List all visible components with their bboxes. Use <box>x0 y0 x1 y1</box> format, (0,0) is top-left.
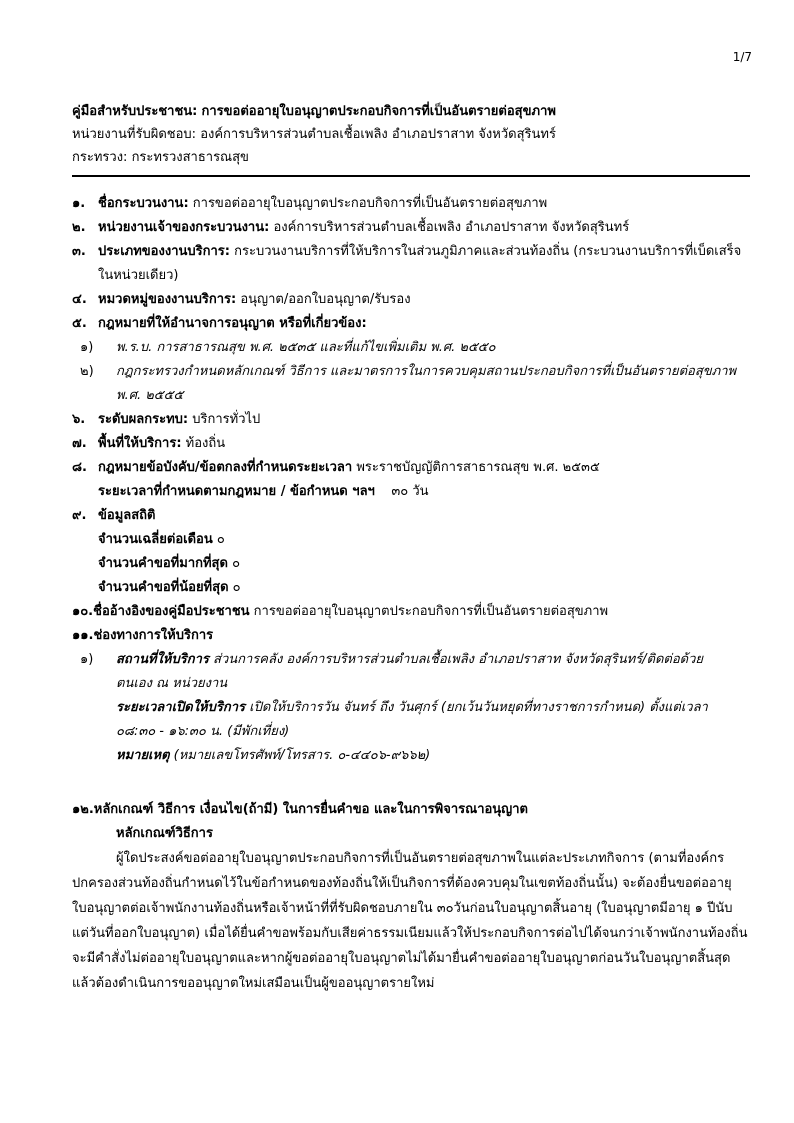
stat-label: จำนวนเฉลี่ยต่อเดือน <box>98 532 213 547</box>
stat-value: ๐ <box>232 580 241 595</box>
item-number: ๗. <box>72 436 87 451</box>
item-number: ๒. <box>72 220 86 235</box>
paragraph-line: ปกครองส่วนท้องถิ่นกำหนดไว้ในข้อกำหนดของท้องถิ่นให้เป็นกิจการที่ต้องควบคุมในเขตท้องถิ่นนั้น) จะต้องยื่นขอต่ออายุ <box>72 876 732 891</box>
place-label: สถานที่ให้บริการ <box>116 652 209 667</box>
item-label: ประเภทของงานบริการ: <box>98 244 230 259</box>
item-label: ระดับผลกระทบ: <box>98 412 189 427</box>
sub-number: ๑) <box>80 652 94 667</box>
stat-row <box>72 576 752 600</box>
criteria-paragraph <box>72 846 752 996</box>
item-label: ข้อมูลสถิติ <box>98 508 156 523</box>
manual-label: คู่มือสำหรับประชาชน: <box>72 104 198 119</box>
sub-number: ๑) <box>80 340 94 355</box>
document-body <box>72 192 752 768</box>
item-label: ชื่ออ้างอิงของคู่มือประชาชน <box>93 604 250 619</box>
item-7 <box>72 432 752 456</box>
item-12 <box>72 798 752 996</box>
ministry-line <box>72 146 752 169</box>
paragraph-line: แต่วันที่ออกใบอนุญาต) เมื่อได้ยื่นคำขอพร้อมกับเสียค่าธรรมเนียมแล้วให้ประกอบกิจการต่อไปได้จนกว่าเจ้าพนักงานท้องถิ่น <box>72 926 748 941</box>
sub-number: ๒) <box>80 364 94 379</box>
ministry-value: กระทรวงสาธารณสุข <box>131 150 249 165</box>
item-11 <box>72 624 752 648</box>
item-label: หมวดหมู่ของงานบริการ: <box>98 292 237 307</box>
item-number: ๓. <box>72 244 86 259</box>
duration-value: ๓๐ วัน <box>391 484 429 499</box>
place-value: ส่วนการคลัง องค์การบริหารส่วนตำบลเชื้อเพลิง อำเภอปราสาท จังหวัดสุรินทร์/ติดต่อด้วย <box>213 652 704 667</box>
service-place-continuation: ตนเอง ณ หน่วยงาน <box>116 676 228 691</box>
item-label: หลักเกณฑ์ วิธีการ เงื่อนไข(ถ้ามี) ในการยื่นคำขอ และในการพิจารณาอนุญาต <box>93 802 529 817</box>
service-place <box>72 648 752 672</box>
sub-text: กฎกระทรวงกำหนดหลักเกณฑ์ วิธีการ และมาตรการในการควบคุมสถานประกอบกิจการที่เป็นอันตรายต่อสุขภาพ <box>116 364 737 379</box>
item-number: ๘. <box>72 460 87 475</box>
agency-label: หน่วยงานที่รับผิดชอบ: <box>72 127 197 142</box>
note-label: หมายเหตุ <box>116 748 170 763</box>
item-10 <box>72 600 752 624</box>
hours-label: ระยะเวลาเปิดให้บริการ <box>116 700 246 715</box>
item-6 <box>72 408 752 432</box>
item-value: บริการทั่วไป <box>192 412 261 427</box>
item-value: องค์การบริหารส่วนตำบลเชื้อเพลิง อำเภอปราสาท จังหวัดสุรินทร์ <box>273 220 630 235</box>
item-label: หน่วยงานเจ้าของกระบวนงาน: <box>98 220 270 235</box>
item-5 <box>72 312 752 336</box>
item-number: ๕. <box>72 316 87 331</box>
paragraph-line: แล้วต้องดำเนินการขออนุญาตใหม่เสมือนเป็นผู้ขออนุญาตรายใหม่ <box>72 976 435 991</box>
duration-label: ระยะเวลาที่กำหนดตามกฎหมาย / ข้อกำหนด ฯลฯ <box>98 484 375 499</box>
item-5-sub-2-continuation: พ.ศ. ๒๕๕๕ <box>116 388 184 403</box>
item-number: ๑๒. <box>72 802 94 817</box>
item-number: ๙. <box>72 508 87 523</box>
paragraph-line: ผู้ใดประสงค์ขอต่ออายุใบอนุญาตประกอบกิจการที่เป็นอันตรายต่อสุขภาพในแต่ละประเภทกิจการ (ตามที่องค์กร <box>116 851 725 866</box>
service-note <box>72 744 752 768</box>
item-label: ชื่อกระบวนงาน: <box>98 196 189 211</box>
document-header <box>72 100 752 169</box>
item-8 <box>72 456 752 480</box>
criteria-subheading: หลักเกณฑ์วิธีการ <box>116 826 213 841</box>
stat-value: ๐ <box>232 556 241 571</box>
item-1 <box>72 192 752 216</box>
item-5-sub-1 <box>72 336 752 360</box>
item-4 <box>72 288 752 312</box>
item-value: การขอต่ออายุใบอนุญาตประกอบกิจการที่เป็นอันตรายต่อสุขภาพ <box>192 196 548 211</box>
agency-value: องค์การบริหารส่วนตำบลเชื้อเพลิง อำเภอปราสาท จังหวัดสุรินทร์ <box>200 127 556 142</box>
sub-text: พ.ร.บ. การสาธารณสุข พ.ศ. ๒๕๓๕ และที่แก้ไขเพิ่มเติม พ.ศ. ๒๕๕๐ <box>116 340 496 355</box>
stat-label: จำนวนคำขอที่มากที่สุด <box>98 556 228 571</box>
stat-value: ๐ <box>216 532 225 547</box>
hours-value: เปิดให้บริการวัน จันทร์ ถึง วันศุกร์ (ยกเว้นวันหยุดที่ทางราชการกำหนด) ตั้งแต่เวลา <box>249 700 708 715</box>
manual-title: การขอต่ออายุใบอนุญาตประกอบกิจการที่เป็นอันตรายต่อสุขภาพ <box>201 104 556 119</box>
item-number: ๔. <box>72 292 87 307</box>
item-9 <box>72 504 752 528</box>
stat-row <box>72 552 752 576</box>
item-label: ช่องทางการให้บริการ <box>93 628 214 643</box>
item-value: ท้องถิ่น <box>185 436 226 451</box>
item-label: กฎหมายที่ให้อำนาจการอนุญาต หรือที่เกี่ยวข้อง: <box>98 316 367 331</box>
service-hours <box>72 696 752 720</box>
item-number: ๑๐. <box>72 604 94 619</box>
header-divider <box>72 175 750 177</box>
ministry-label: กระทรวง: <box>72 150 128 165</box>
stat-row <box>72 528 752 552</box>
item-2 <box>72 216 752 240</box>
stat-label: จำนวนคำขอที่น้อยที่สุด <box>98 580 229 595</box>
item-value: อนุญาต/ออกใบอนุญาต/รับรอง <box>240 292 411 307</box>
manual-title-line <box>72 100 752 123</box>
agency-line <box>72 123 752 146</box>
paragraph-line: ใบอนุญาตต่อเจ้าพนักงานท้องถิ่นหรือเจ้าหน้าที่ที่รับผิดชอบภายใน ๓๐วันก่อนใบอนุญาตสิ้นอายุ (ใบอนุญาตมีอายุ ๑ ปีนับ <box>72 901 733 916</box>
item-number: ๑. <box>72 196 86 211</box>
item-label: พื้นที่ให้บริการ: <box>98 436 182 451</box>
item-number: ๖. <box>72 412 86 427</box>
item-12-heading <box>72 798 752 822</box>
paragraph-line: จะมีคำสั่งไม่ต่ออายุใบอนุญาตและหากผู้ขอต่ออายุใบอนุญาตไม่ได้มายื่นคำขอต่ออายุใบอนุญาตก่อนวันใบอนุญาตสิ้นสุด <box>72 951 731 966</box>
item-label: กฎหมายข้อบังคับ/ข้อตกลงที่กำหนดระยะเวลา <box>98 460 353 475</box>
item-number: ๑๑. <box>72 628 94 643</box>
item-5-sub-2 <box>72 360 752 384</box>
page-number: 1/7 <box>732 50 752 64</box>
service-hours-continuation: ๐๘:๓๐ - ๑๖:๓๐ น. (มีพักเที่ยง) <box>116 724 290 739</box>
note-value: (หมายเลขโทรศัพท์/โทรสาร. ๐-๔๔๐๖-๙๖๖๒) <box>173 748 431 763</box>
item-3 <box>72 240 752 264</box>
item-8-duration <box>72 480 752 504</box>
item-value: กระบวนงานบริการที่ให้บริการในส่วนภูมิภาคและส่วนท้องถิ่น (กระบวนงานบริการที่เบ็ดเสร็จ <box>234 244 742 259</box>
item-value: พระราชบัญญัติการสาธารณสุข พ.ศ. ๒๕๓๕ <box>356 460 600 475</box>
item-value: การขอต่ออายุใบอนุญาตประกอบกิจการที่เป็นอันตรายต่อสุขภาพ <box>253 604 609 619</box>
item-3-continuation: ในหน่วยเดียว) <box>98 268 179 283</box>
